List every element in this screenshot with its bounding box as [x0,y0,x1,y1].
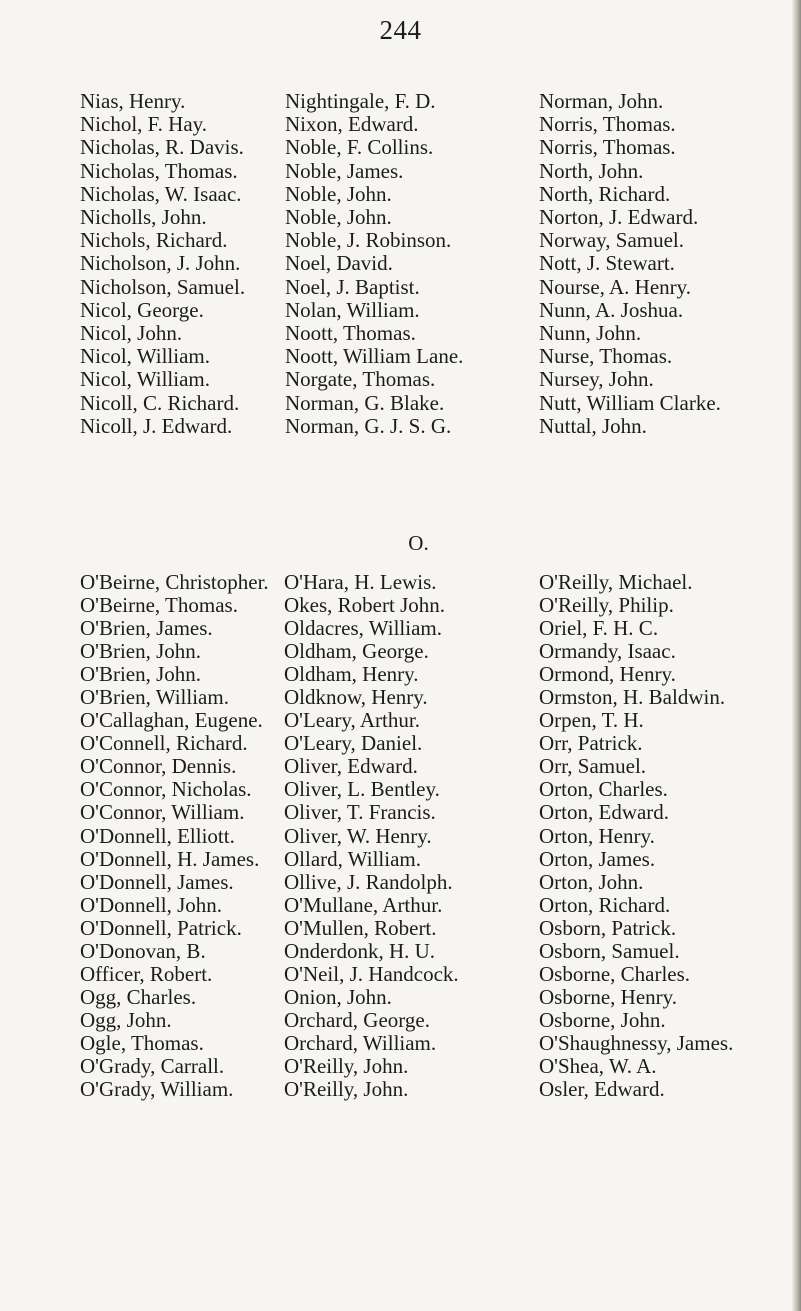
index-entry: Orchard, William. [284,1030,437,1055]
index-entry: Nicol, George. [80,297,204,322]
index-entry: O'Neil, J. Handcock. [284,961,459,986]
index-entry: O'Connor, Nicholas. [80,777,252,802]
index-entry: Ogg, John. [80,1007,172,1032]
section-o-column-3 [539,571,733,1101]
index-entry: Noble, F. Collins. [285,135,434,160]
index-entry: O'Reilly, John. [284,1077,409,1102]
index-entry: O'Mullane, Arthur. [284,892,443,917]
page-number: 244 [379,15,422,45]
index-entry: Oliver, L. Bentley. [284,777,440,802]
section-o-column-1 [80,571,269,1101]
index-entry: Officer, Robert. [80,961,213,986]
index-entry: Orton, Charles. [539,777,668,802]
index-entry: Norton, J. Edward. [539,205,699,230]
index-entry: Orr, Samuel. [539,754,647,779]
index-entry: Nicol, William. [80,344,210,369]
index-entry: O'Beirne, Thomas. [80,593,238,618]
index-entry: Nurse, Thomas. [539,344,673,369]
index-entry: Nunn, John. [539,321,642,346]
index-entry: Oriel, F. H. C. [539,616,659,641]
index-entry: Nicholas, Thomas. [80,158,238,183]
index-entry: Nicoll, C. Richard. [80,390,240,415]
index-entry: O'Donnell, Elliott. [80,823,235,848]
index-entry: Orton, James. [539,846,656,871]
index-entry: Norgate, Thomas. [285,367,436,392]
index-entry: Nicol, John. [80,321,183,346]
index-entry: Oldknow, Henry. [284,685,428,710]
index-entry: O'Shea, W. A. [539,1053,657,1078]
index-entry: O'Donnell, Patrick. [80,915,242,940]
index-entry: Noble, John. [285,205,392,230]
index-entry: Nias, Henry. [80,89,186,113]
index-entry: Oliver, Edward. [284,754,418,779]
index-entry: O'Donovan, B. [80,938,206,963]
page-edge-shadow [792,0,801,1311]
index-entry: Onion, John. [284,984,392,1009]
index-entry: Ogle, Thomas. [80,1030,204,1055]
index-entry: Nightingale, F. D. [285,89,436,113]
index-entry: O'Brien, James. [80,616,213,641]
index-entry: Noel, J. Baptist. [285,274,420,299]
index-entry: Ormond, Henry. [539,662,676,687]
index-entry: Osborne, John. [539,1007,666,1032]
index-entry: O'Grady, William. [80,1077,234,1102]
index-entry: O'Leary, Arthur. [284,708,420,733]
index-entry: Osborne, Charles. [539,961,691,986]
index-entry: Norman, G. J. S. G. [285,413,452,438]
index-entry: Orton, Edward. [539,800,670,825]
index-entry: Ogg, Charles. [80,984,197,1009]
index-entry: North, Richard. [539,181,671,206]
index-entry: Oliver, T. Francis. [284,800,436,825]
index-entry: Norman, John. [539,89,664,113]
index-entry: Orton, Richard. [539,892,671,917]
index-entry: O'Callaghan, Eugene. [80,708,263,733]
index-entry: Oldacres, William. [284,616,442,641]
index-entry: Noble, John. [285,181,392,206]
index-entry: North, John. [539,158,644,183]
index-entry: Orton, John. [539,869,644,894]
section-o-heading [0,530,801,556]
index-entry: Osborne, Henry. [539,984,678,1009]
index-entry: Nicoll, J. Edward. [80,413,233,438]
index-entry: Oldham, George. [284,639,429,664]
index-entry: O'Donnell, James. [80,869,234,894]
index-entry: Osborn, Samuel. [539,938,680,963]
index-entry: O'Donnell, John. [80,892,223,917]
index-entry: Osler, Edward. [539,1077,665,1102]
index-entry: O'Reilly, Michael. [539,570,693,594]
index-entry: O'Shaughnessy, James. [539,1030,734,1055]
index-entry: Noel, David. [285,251,393,276]
section-o-heading-letter: O. [408,531,429,555]
index-entry: Noott, Thomas. [285,321,416,346]
index-entry: Onderdonk, H. U. [284,938,436,963]
index-entry: Nichol, F. Hay. [80,112,208,137]
index-entry: Nichols, Richard. [80,228,228,253]
index-entry: Orr, Patrick. [539,731,643,756]
index-entry: Orpen, T. H. [539,708,644,733]
index-entry: Norris, Thomas. [539,112,676,137]
index-entry: O'Connor, Dennis. [80,754,237,779]
index-entry: Ollard, William. [284,846,421,871]
index-entry: Nott, J. Stewart. [539,251,675,276]
index-entry: O'Hara, H. Lewis. [284,570,437,594]
index-entry: Ormandy, Isaac. [539,639,676,664]
index-entry: Osborn, Patrick. [539,915,677,940]
index-entry: O'Grady, Carrall. [80,1053,225,1078]
index-entry: O'Connor, William. [80,800,245,825]
index-entry: Orchard, George. [284,1007,430,1032]
index-entry: Nourse, A. Henry. [539,274,692,299]
index-entry: Norway, Samuel. [539,228,685,253]
index-entry: O'Brien, William. [80,685,229,710]
index-entry: Nicholas, W. Isaac. [80,181,242,206]
index-entry: O'Reilly, John. [284,1053,409,1078]
index-entry: Nicholas, R. Davis. [80,135,244,160]
index-entry: Noble, J. Robinson. [285,228,452,253]
index-entry: O'Mullen, Robert. [284,915,437,940]
index-entry: O'Brien, John. [80,662,202,687]
section-n-column-2 [285,90,463,438]
index-entry: Nursey, John. [539,367,654,392]
index-entry: Noble, James. [285,158,404,183]
section-n-column-3 [539,90,721,438]
index-entry: Nunn, A. Joshua. [539,297,684,322]
index-entry: Nicol, William. [80,367,210,392]
index-entry: Noott, William Lane. [285,344,464,369]
index-entry: Oliver, W. Henry. [284,823,432,848]
index-entry: Nixon, Edward. [285,112,419,137]
index-entry: Norris, Thomas. [539,135,676,160]
index-entry: Nicholson, Samuel. [80,274,246,299]
index-entry: O'Donnell, H. James. [80,846,260,871]
index-entry: O'Beirne, Christopher. [80,570,269,594]
index-entry: Okes, Robert John. [284,593,445,618]
index-entry: O'Leary, Daniel. [284,731,423,756]
section-n-column-1 [80,90,245,438]
index-entry: Oldham, Henry. [284,662,419,687]
index-entry: Norman, G. Blake. [285,390,445,415]
index-entry: Nicholls, John. [80,205,207,230]
index-entry: Orton, Henry. [539,823,655,848]
index-entry: Nicholson, J. John. [80,251,241,276]
index-entry: Ollive, J. Randolph. [284,869,453,894]
section-o-column-2 [284,571,459,1101]
index-entry: Nutt, William Clarke. [539,390,721,415]
index-entry: O'Connell, Richard. [80,731,248,756]
index-entry: O'Reilly, Philip. [539,593,674,618]
index-entry: Nuttal, John. [539,413,647,438]
index-entry: O'Brien, John. [80,639,202,664]
index-entry: Nolan, William. [285,297,420,322]
index-entry: Ormston, H. Baldwin. [539,685,726,710]
